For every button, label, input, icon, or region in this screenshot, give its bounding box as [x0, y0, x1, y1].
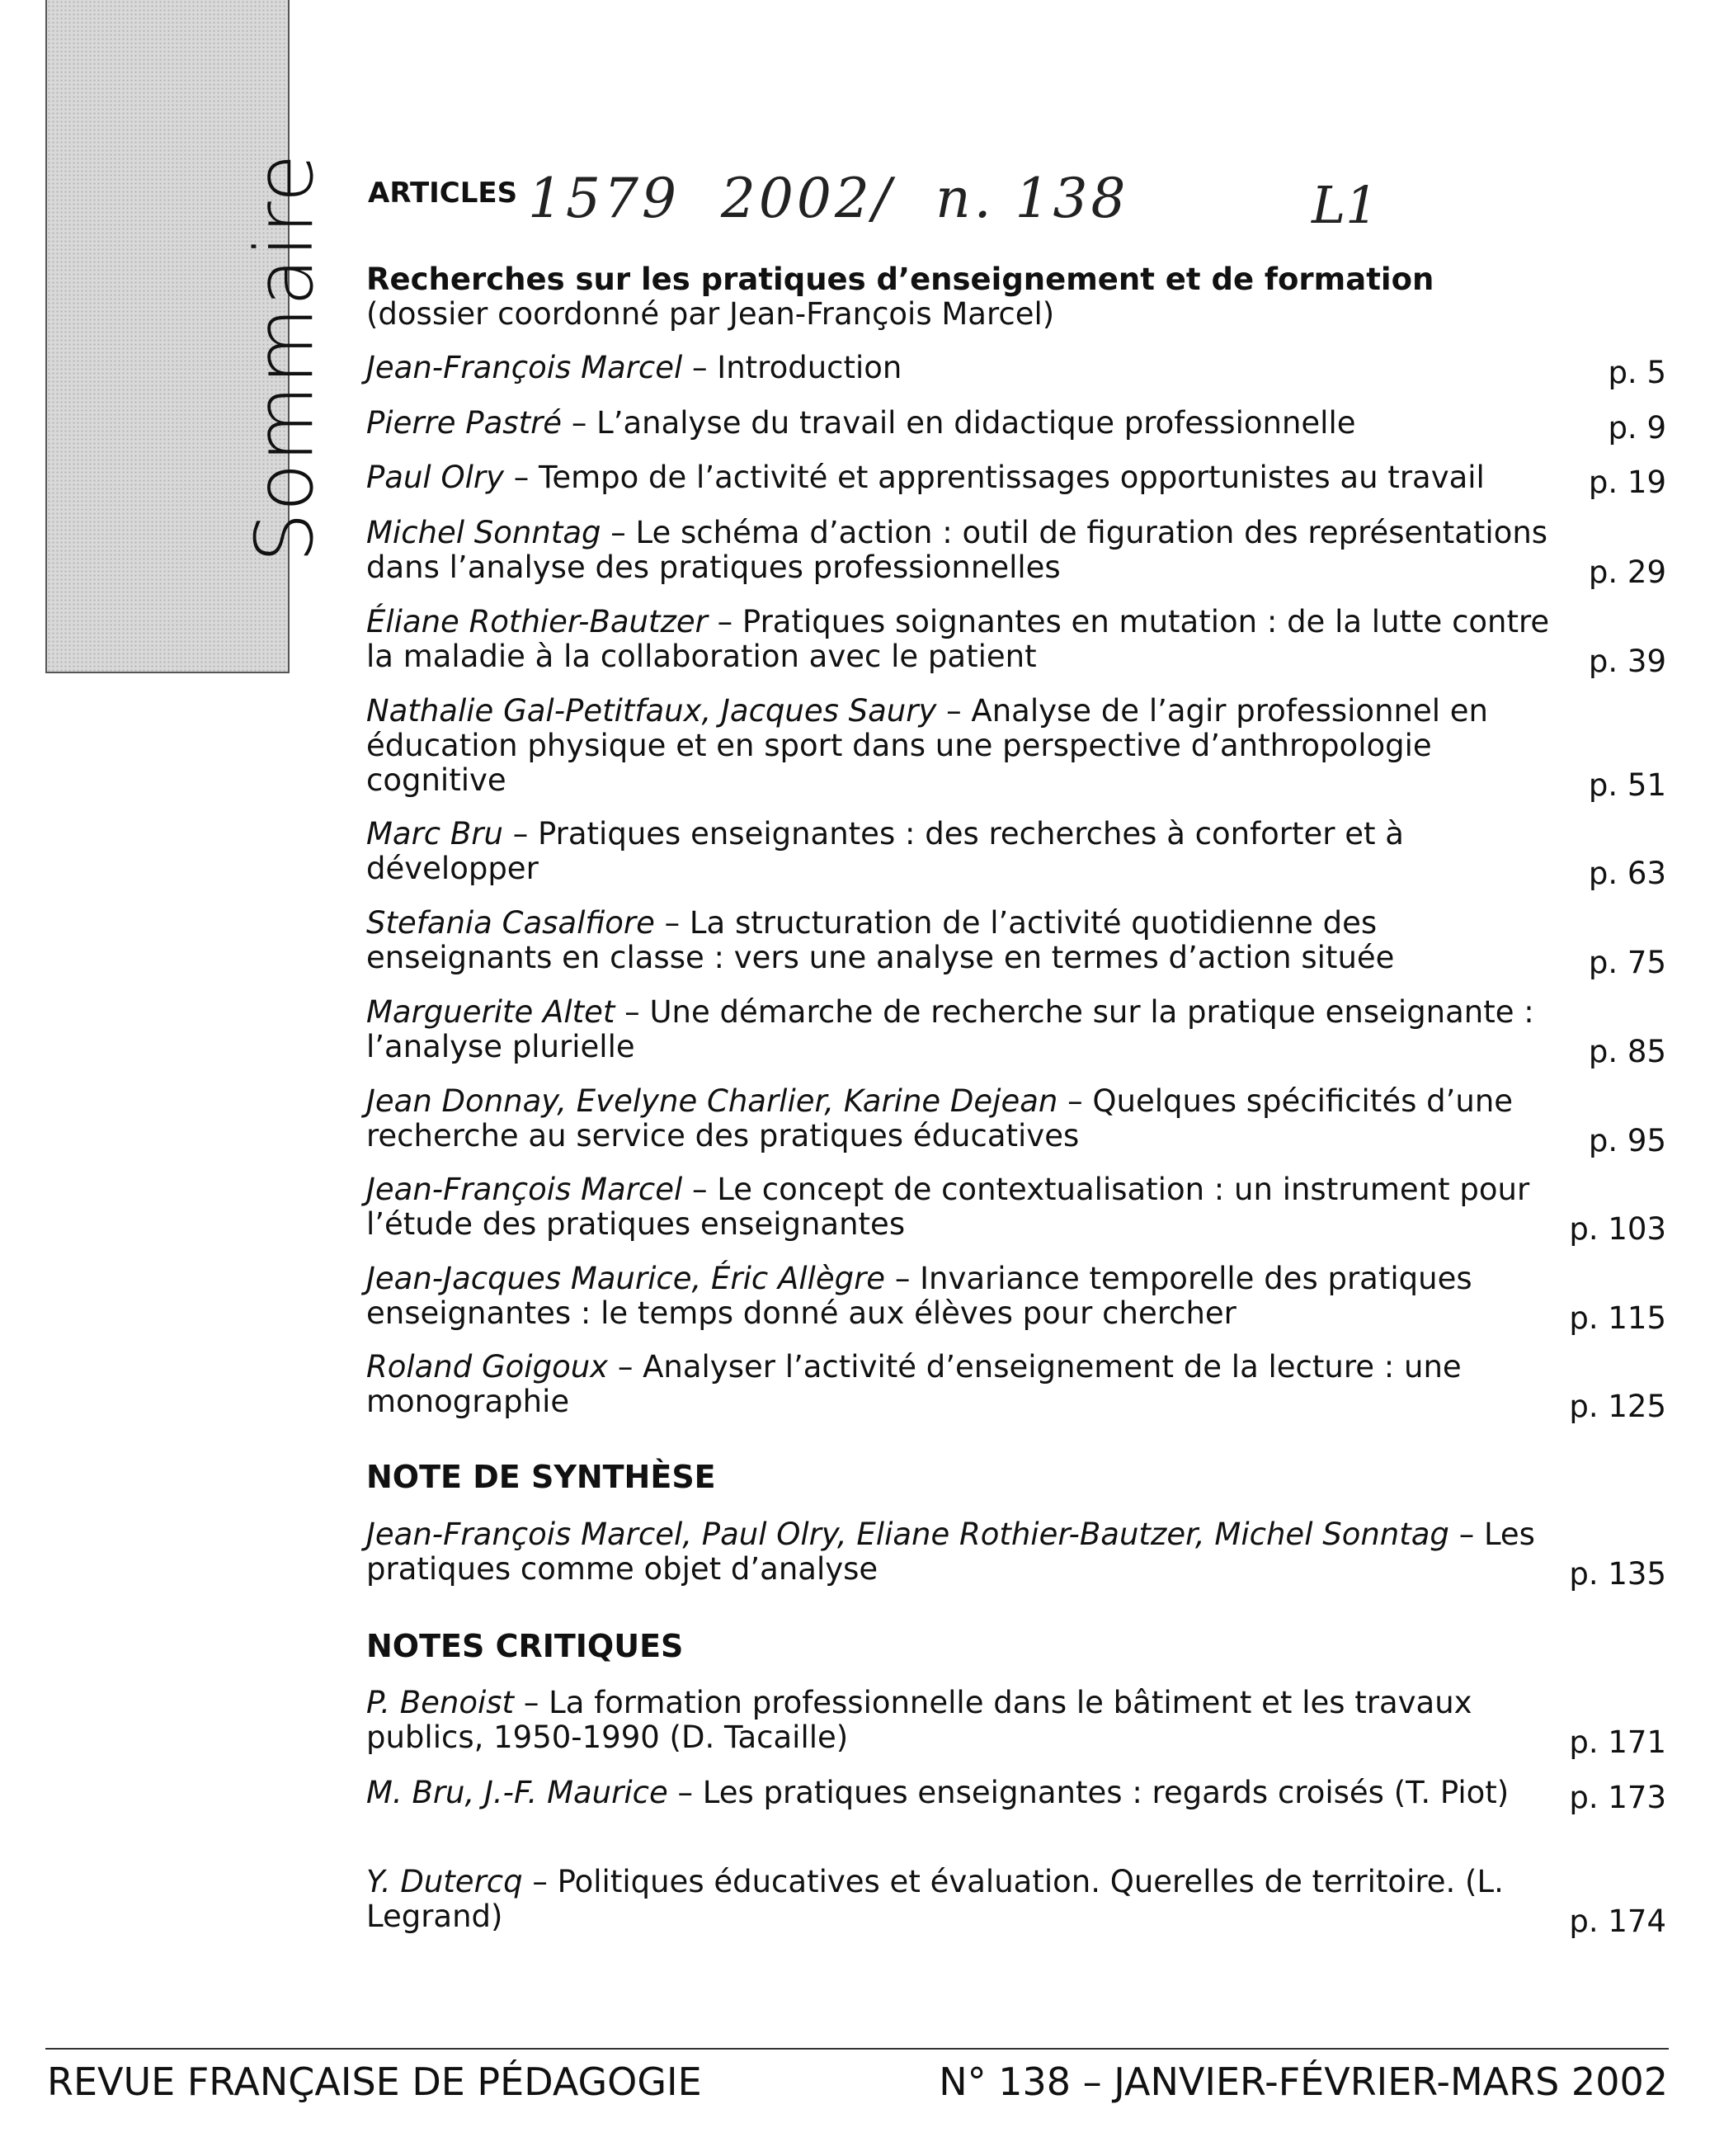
entry-title: Le schéma d’action : outil de figuration des représentations dans l’analyse des pratiques professionnelles	[366, 515, 1548, 585]
entry-title: Pratiques enseignantes : des recherches à conforter et à développer	[366, 816, 1404, 886]
entry-page: p. 51	[1588, 767, 1666, 803]
entry-title: La formation professionnelle dans le bâtiment et les travaux publics, 1950-1990 (D. Tacaille)	[366, 1685, 1472, 1755]
entry-page: p. 75	[1588, 945, 1666, 980]
dossier-subtitle: (dossier coordonné par Jean-François Marcel)	[366, 296, 1055, 332]
toc-entry: Nathalie Gal-Petitfaux, Jacques Saury – Analyse de l’agir professionnel en éducation physique et en sport dans une perspective d’anthropologie cognitive p. 51	[366, 693, 1666, 803]
dossier-header	[366, 262, 1434, 332]
toc-entry: Éliane Rothier-Bautzer – Pratiques soignantes en mutation : de la lutte contre la maladie à la collaboration avec le patient p. 39	[366, 604, 1666, 679]
entry-authors: Marc Bru	[366, 816, 503, 852]
entry-authors: Marguerite Altet	[366, 994, 615, 1030]
section-heading-synthese: NOTE DE SYNTHÈSE	[366, 1459, 716, 1495]
section-heading-critiques: NOTES CRITIQUES	[366, 1628, 684, 1664]
toc-entry: Jean-François Marcel – Le concept de contextualisation : un instrument pour l’étude des pratiques enseignantes p. 103	[366, 1172, 1666, 1247]
entry-authors: Jean-François Marcel	[366, 1172, 683, 1207]
entry-page: p. 135	[1569, 1556, 1666, 1592]
entry-title: Une démarche de recherche sur la pratique enseignante : l’analyse plurielle	[366, 994, 1534, 1064]
entry-authors: Paul Olry	[366, 460, 504, 495]
entry-authors: Roland Goigoux	[366, 1349, 609, 1385]
entry-title: Pratiques soignantes en mutation : de la lutte contre la maladie à la collaboration avec le patient	[366, 604, 1550, 674]
entry-title: Les pratiques enseignantes : regards croisés (T. Piot)	[702, 1775, 1510, 1810]
entry-page: p. 5	[1608, 355, 1666, 390]
entry-authors: Jean-François Marcel	[366, 350, 683, 385]
entry-page: p. 125	[1569, 1389, 1666, 1424]
sommaire-tab	[45, 0, 331, 673]
entry-title: Introduction	[717, 350, 902, 385]
entry-authors: Jean-François Marcel, Paul Olry, Eliane Rothier-Bautzer, Michel Sonntag	[366, 1517, 1449, 1552]
entry-authors: Pierre Pastré	[366, 405, 563, 441]
toc-entry: Pierre Pastré – L’analyse du travail en didactique professionnelle p. 9	[366, 405, 1666, 446]
entry-page: p. 103	[1569, 1211, 1666, 1247]
handwritten-reference: 1579 2002/ n. 138	[528, 167, 1129, 230]
entry-page: p. 115	[1569, 1300, 1666, 1336]
entry-authors: Y. Dutercq	[366, 1864, 523, 1899]
toc-entry: Roland Goigoux – Analyser l’activité d’enseignement de la lecture : une monographie p. 125	[366, 1349, 1666, 1424]
entry-authors: M. Bru, J.-F. Maurice	[366, 1775, 668, 1810]
dossier-title: Recherches sur les pratiques d’enseignement et de formation	[366, 262, 1434, 297]
entry-page: p. 39	[1588, 644, 1666, 679]
entry-authors: Nathalie Gal-Petitfaux, Jacques Saury	[366, 693, 937, 729]
entry-title: Tempo de l’activité et apprentissages opportunistes au travail	[539, 460, 1485, 495]
entry-title: Le concept de contextualisation : un instrument pour l’étude des pratiques enseignantes	[366, 1172, 1530, 1242]
toc-entry: Jean Donnay, Evelyne Charlier, Karine Dejean – Quelques spécificités d’une recherche au service des pratiques éducatives p. 95	[366, 1083, 1666, 1158]
entry-page: p. 9	[1608, 410, 1666, 446]
entry-page: p. 171	[1569, 1724, 1666, 1760]
toc-entry: Jean-Jacques Maurice, Éric Allègre – Invariance temporelle des pratiques enseignantes : le temps donné aux élèves pour chercher p. 115	[366, 1261, 1666, 1336]
entry-title: Analyser l’activité d’enseignement de la lecture : une monographie	[366, 1349, 1462, 1419]
entry-page: p. 173	[1569, 1780, 1666, 1815]
entry-page: p. 29	[1588, 554, 1666, 590]
entry-page: p. 174	[1569, 1904, 1666, 1939]
entry-page: p. 85	[1588, 1034, 1666, 1069]
articles-heading: ARTICLES	[368, 177, 518, 210]
entry-page: p. 19	[1588, 465, 1666, 500]
entry-authors: Michel Sonntag	[366, 515, 601, 550]
toc-entry: Michel Sonntag – Le schéma d’action : outil de figuration des représentations dans l’analyse des pratiques professionnelles p. 29	[366, 515, 1666, 590]
footer-journal: REVUE FRANÇAISE DE PÉDAGOGIE	[47, 2059, 702, 2104]
entry-title: Invariance temporelle des pratiques enseignantes : le temps donné aux élèves pour chercher	[366, 1261, 1472, 1331]
entry-authors: Jean-Jacques Maurice, Éric Allègre	[366, 1261, 886, 1296]
toc-entry: Marc Bru – Pratiques enseignantes : des recherches à conforter et à développer p. 63	[366, 816, 1666, 891]
entry-title: La structuration de l’activité quotidienne des enseignants en classe : vers une analyse en termes d’action située	[366, 905, 1395, 975]
entry-authors: P. Benoist	[366, 1685, 515, 1720]
entry-page: p. 95	[1588, 1123, 1666, 1158]
entry-title: L’analyse du travail en didactique professionnelle	[596, 405, 1356, 441]
toc-entry: Jean-François Marcel – Introduction p. 5	[366, 350, 1666, 390]
toc-entry: Stefania Casalfiore – La structuration de l’activité quotidienne des enseignants en classe : vers une analyse en termes d’action située p. 75	[366, 905, 1666, 980]
entry-title: Politiques éducatives et évaluation. Querelles de territoire. (L. Legrand)	[366, 1864, 1504, 1934]
toc-entry: Marguerite Altet – Une démarche de recherche sur la pratique enseignante : l’analyse plurielle p. 85	[366, 994, 1666, 1069]
sommaire-label: Sommaire	[238, 153, 331, 563]
toc-entry: Paul Olry – Tempo de l’activité et apprentissages opportunistes au travail p. 19	[366, 460, 1666, 500]
handwritten-mark: L1	[1312, 175, 1378, 235]
entry-title: Analyse de l’agir professionnel en éducation physique et en sport dans une perspective d’anthropologie cognitive	[366, 693, 1488, 798]
entry-authors: Jean Donnay, Evelyne Charlier, Karine Dejean	[366, 1083, 1058, 1119]
entry-authors: Stefania Casalfiore	[366, 905, 655, 941]
toc-entry: Y. Dutercq – Politiques éducatives et évaluation. Querelles de territoire. (L. Legrand) p. 174	[366, 1864, 1666, 1939]
entry-title: Quelques spécificités d’une recherche au service des pratiques éducatives	[366, 1083, 1514, 1153]
toc-entry: Jean-François Marcel, Paul Olry, Eliane Rothier-Bautzer, Michel Sonntag – Les pratiques comme objet d’analyse p. 135	[366, 1517, 1666, 1592]
entry-authors: Éliane Rothier-Bautzer	[366, 604, 708, 639]
entry-page: p. 63	[1588, 856, 1666, 891]
toc-entry: M. Bru, J.-F. Maurice – Les pratiques enseignantes : regards croisés (T. Piot) p. 173	[366, 1775, 1666, 1815]
toc-entry: P. Benoist – La formation professionnelle dans le bâtiment et les travaux publics, 1950-1990 (D. Tacaille) p. 171	[366, 1685, 1666, 1760]
entry-title: Les pratiques comme objet d’analyse	[366, 1517, 1535, 1587]
footer-issue: N° 138 – JANVIER-FÉVRIER-MARS 2002	[939, 2059, 1668, 2104]
footer-rule	[45, 2048, 1669, 2050]
